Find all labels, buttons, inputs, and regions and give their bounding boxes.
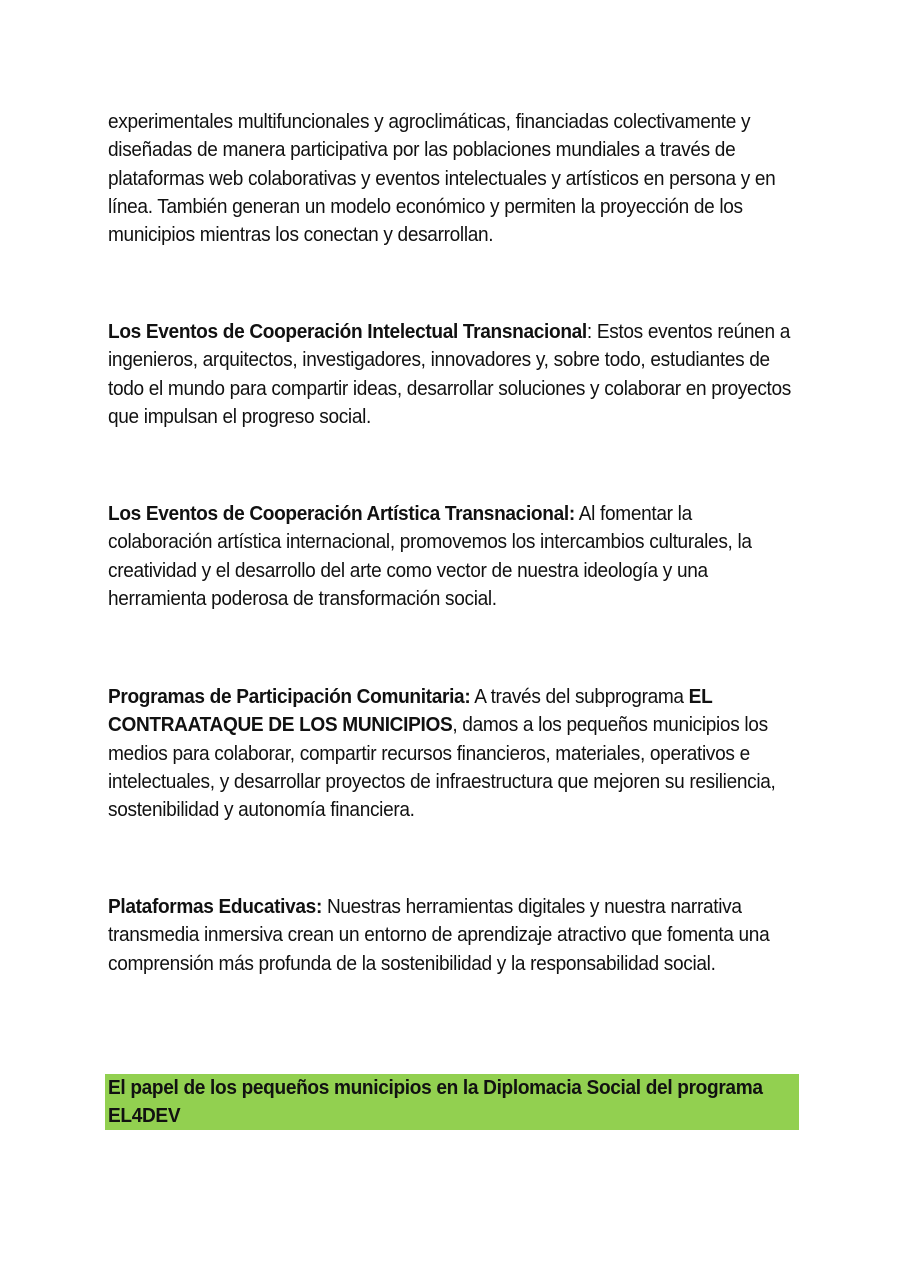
community-programs-text-before: A través del subprograma [470, 685, 689, 708]
section-heading: El papel de los pequeños municipios en la Diplomacia Social del programa EL4DEV [108, 1076, 763, 1127]
community-programs-text-after: , damos a los pequeños municipios los medios para colaborar, compartir recursos financieros, materiales, operativos e intelectuales, y desarrollar proyectos de infraestructura que mejoren su resiliencia, sostenibilidad y autonomía financiera. [108, 713, 776, 822]
educational-platforms-title: Plataformas Educativas: [108, 895, 322, 918]
educational-platforms-text: Nuestras herramientas digitales y nuestra narrativa transmedia inmersiva crean un entorno de aprendizaje atractivo que fomenta una comprensión más profunda de la sostenibilidad y la responsabilidad social. [108, 895, 770, 975]
community-subprogram-name: EL CONTRAATAQUE DE LOS MUNICIPIOS [108, 685, 713, 737]
intellectual-events-paragraph [108, 318, 801, 431]
intellectual-events-title: Los Eventos de Cooperación Intelectual Transnacional [108, 320, 587, 343]
community-programs-title: Programas de Participación Comunitaria: [108, 685, 471, 708]
intro-paragraph: experimentales multifuncionales y agroclimáticas, financiadas colectivamente y diseñadas de manera participativa por las poblaciones mundiales a través de plataformas web colaborativas y eventos intelectuales y artísticos en persona y en línea. También generan un modelo económico y permiten la proyección de los municipios mientras los conectan y desarrollan. [108, 110, 776, 247]
artistic-events-text: Al fomentar la colaboración artística internacional, promovemos los intercambios culturales, la creatividad y el desarrollo del arte como vector de nuestra ideología y una herramienta poderosa de transformación social. [108, 502, 752, 610]
community-programs-paragraph [108, 683, 801, 824]
intellectual-events-text: : Estos eventos reúnen a ingenieros, arquitectos, investigadores, innovadores y, sobre todo, estudiantes de todo el mundo para compartir ideas, desarrollar soluciones y colaborar en proyectos que impulsan el progreso social. [108, 320, 791, 428]
artistic-events-title: Los Eventos de Cooperación Artística Transnacional: [108, 502, 575, 525]
artistic-events-paragraph [108, 500, 801, 613]
educational-platforms-paragraph [108, 893, 801, 978]
